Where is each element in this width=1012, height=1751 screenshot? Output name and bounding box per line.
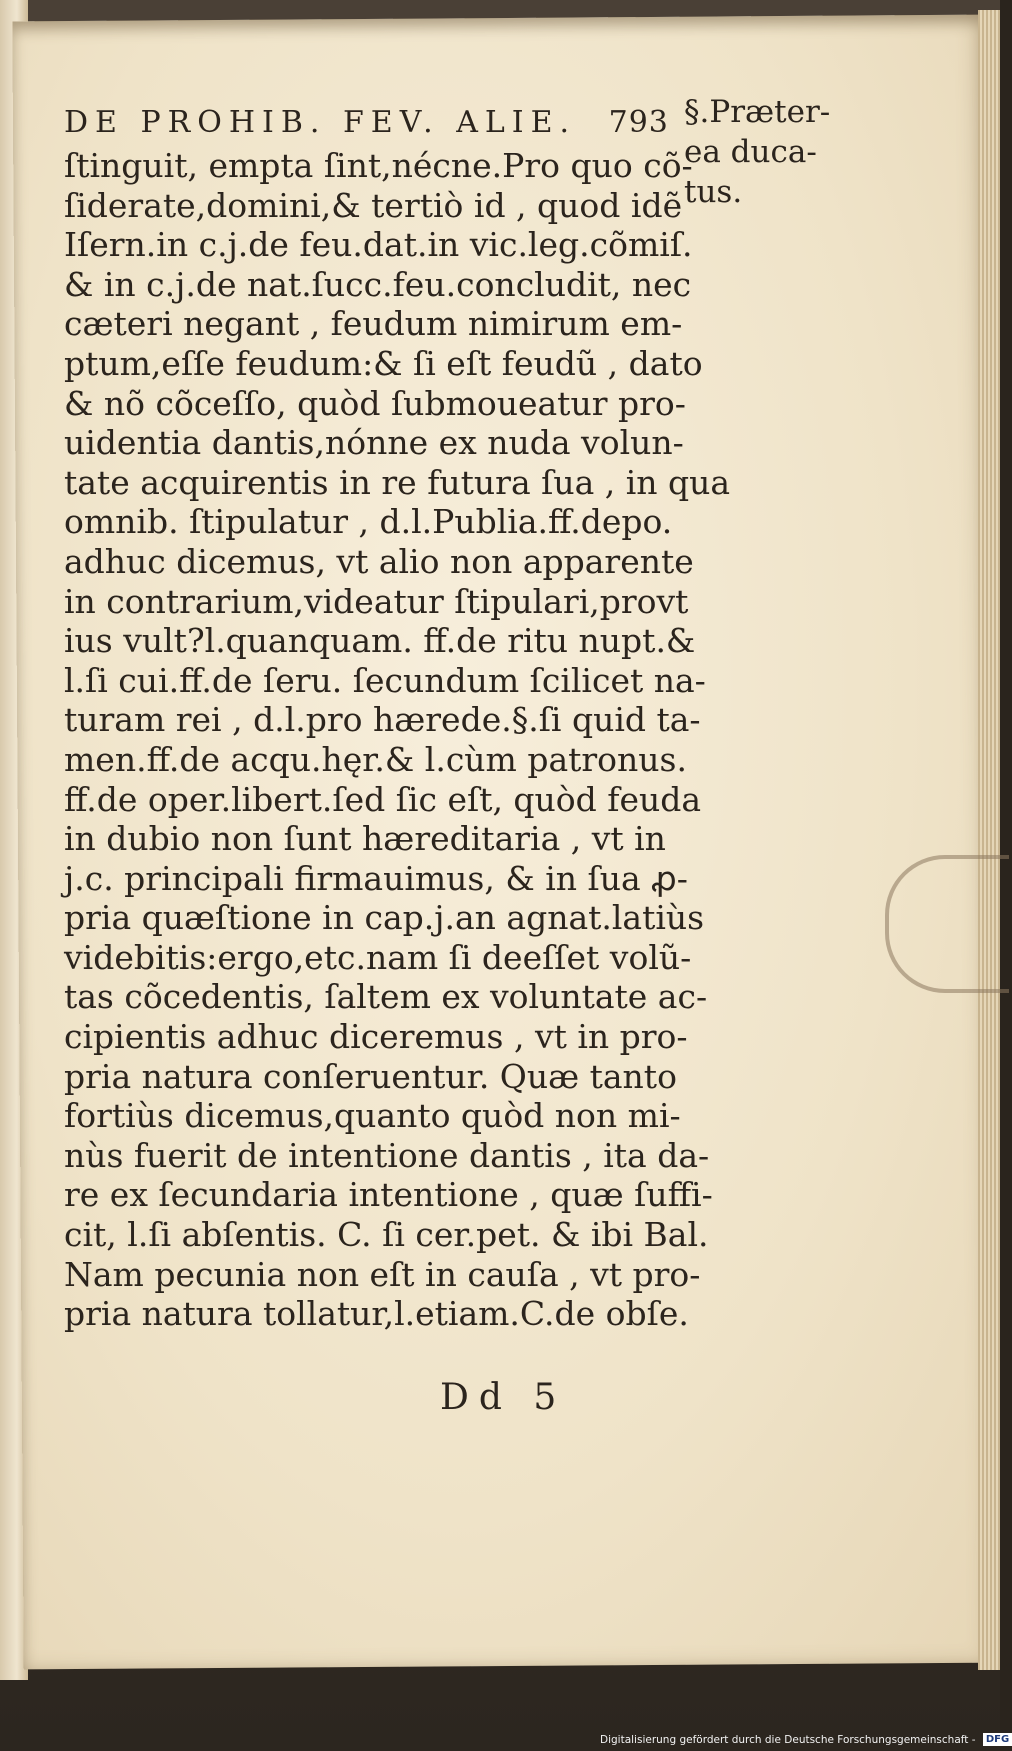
text-line: & nõ cõceſſo, quòd ſubmoueatur pro- [64, 383, 686, 423]
marginal-note-line: ea duca- [684, 134, 817, 170]
text-line: men.ff.de acqu.hęr.& l.cùm patronus. [64, 739, 687, 779]
text-line: in dubio non ſunt hæreditaria , vt in [64, 819, 666, 859]
text-line: cit, l.ſi abſentis. C. ſi cer.pet. & ibi Bal. [64, 1215, 709, 1255]
text-line: re ex ſecundaria intentione , quæ ſuffi- [64, 1175, 713, 1215]
text-line: uidentia dantis,nónne ex nuda volun- [64, 423, 684, 463]
text-line: turam rei , d.l.pro hærede.§.ſi quid ta- [64, 700, 701, 740]
text-line: nùs fuerit de intentione dantis , ita da- [64, 1135, 710, 1175]
text-line: ſiderate,domini,& tertiò id , quod idẽ [64, 185, 683, 225]
text-line: tas cõcedentis, ſaltem ex voluntate ac- [64, 977, 708, 1017]
page-clip [885, 855, 1009, 993]
text-line: j.c. principali firmauimus, & in ſua ꝓ- [64, 858, 688, 898]
text-line: Iſern.in c.j.de feu.dat.in vic.leg.cõmiſ. [64, 225, 693, 265]
page-number: 793 [608, 105, 669, 140]
text-line: videbitis:ergo,etc.nam ſi deeſſet volũ- [64, 937, 692, 977]
text-line: Nam pecunia non eſt in cauſa , vt pro- [64, 1254, 701, 1294]
digitization-footer [600, 1732, 1012, 1749]
text-line: l.ſi cui.ff.de ſeru. ſecundum ſcilicet na- [64, 660, 706, 700]
marginal-note-line: tus. [684, 174, 743, 210]
text-line: ff.de oper.libert.ſed ſic eſt, quòd feuda [64, 779, 702, 819]
text-line: ptum,eſſe feudum:& ſi eſt feudũ , dato [64, 343, 703, 383]
text-line: cæteri negant , feudum nimirum em- [64, 304, 683, 344]
text-line: fortiùs dicemus,quanto quòd non mi- [64, 1096, 681, 1136]
text-line: tate acquirentis in re futura ſua , in qua [64, 462, 731, 502]
text-line: ius vult?l.quanquam. ff.de ritu nupt.& [64, 621, 696, 661]
signature-mark: Dd 5 [440, 1377, 567, 1418]
running-title: DE PROHIB. FEV. ALIE. [64, 105, 577, 140]
text-line: omnib. ſtipulatur , d.l.Publia.ff.depo. [64, 502, 673, 542]
text-line: in contrarium,videatur ſtipulari,provt [64, 581, 689, 621]
footer-credit: Digitalisierung gefördert durch die Deutsche Forschungsgemeinschaft - [600, 1734, 976, 1746]
page-stack-edge [978, 10, 1000, 1670]
text-line: pria natura tollatur,l.etiam.C.de obſe. [64, 1294, 689, 1334]
marginal-note-line: §.Præter- [684, 94, 831, 130]
text-line: ſtinguit, empta ſint,nécne.Pro quo cõ- [64, 146, 693, 185]
dfg-logo: DFG [983, 1733, 1012, 1746]
text-line: adhuc dicemus, vt alio non apparente [64, 541, 694, 581]
text-line: cipientis adhuc diceremus , vt in pro- [64, 1017, 688, 1057]
marginal-note [684, 92, 844, 212]
text-line: & in c.j.de nat.ſucc.feu.concludit, nec [64, 264, 692, 304]
running-header [64, 100, 704, 146]
text-line: pria quæſtione in cap.j.an agnat.latiùs [64, 898, 705, 938]
text-line: pria natura conſeruentur. Quæ tanto [64, 1056, 677, 1096]
